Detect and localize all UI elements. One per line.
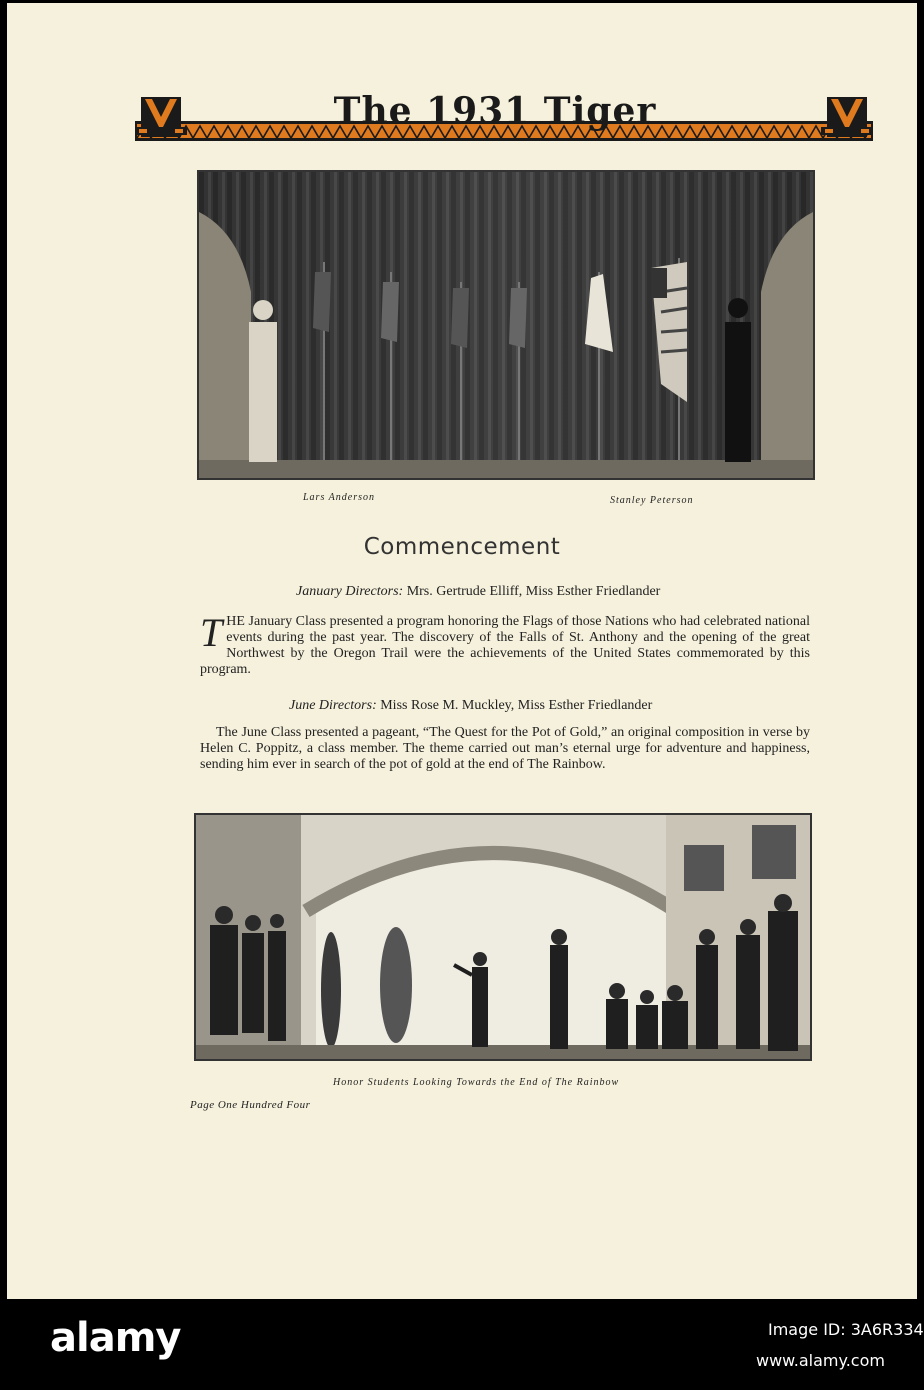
caption-honor-students: Honor Students Looking Towards the End of The Rainbow [333,1077,620,1088]
flags-stage-photo [197,170,815,480]
image-id: Image ID: 3A6R334 [768,1320,924,1339]
rainbow-pageant-illustration [196,815,810,1059]
yearbook-title: The 1931 Tiger [333,90,657,132]
page-number: Page One Hundred Four [190,1099,311,1111]
yearbook-page [7,3,917,1299]
art-deco-emblem-right [821,91,873,141]
june-directors-line [289,698,652,714]
june-directors-names: Miss Rose M. Muckley, Miss Esther Friedlander [380,698,653,713]
january-paragraph-text: HE January Class presented a program honoring the Flags of those Nations who had celebrated national events during the past year. The discovery of the Falls of St. Anthony and the opening of the great Northwest by the Oregon Trail were the achievements of the United States commemorated by this program. [200,614,810,677]
january-directors-names: Mrs. Gertrude Elliff, Miss Esther Friedlander [406,584,661,599]
caption-lars-anderson: Lars Anderson [303,492,375,503]
alamy-logo: alamy [50,1315,181,1361]
art-deco-emblem-left [135,91,187,141]
caption-stanley-peterson: Stanley Peterson [610,495,694,506]
june-paragraph-text: The June Class presented a pageant, “The Quest for the Pot of Gold,” an original composition in verse by Helen C. Poppitz, a class member. The theme carried out man’s eternal urge for adventure and happiness, sending him ever in search of the pot of gold at the end of The Rainbow. [200,725,810,772]
drop-cap: T [200,610,223,655]
june-directors-label: June Directors: [289,698,377,713]
section-heading: Commencement [363,534,561,560]
rainbow-pageant-photo [194,813,812,1061]
stock-watermark-bar [0,1299,924,1390]
january-directors-label: January Directors: [296,584,404,599]
january-directors-line [296,584,660,600]
page-header [135,91,873,143]
june-paragraph [200,725,810,791]
flags-stage-illustration [199,172,813,478]
january-paragraph [200,610,810,680]
site-url: www.alamy.com [756,1351,885,1370]
